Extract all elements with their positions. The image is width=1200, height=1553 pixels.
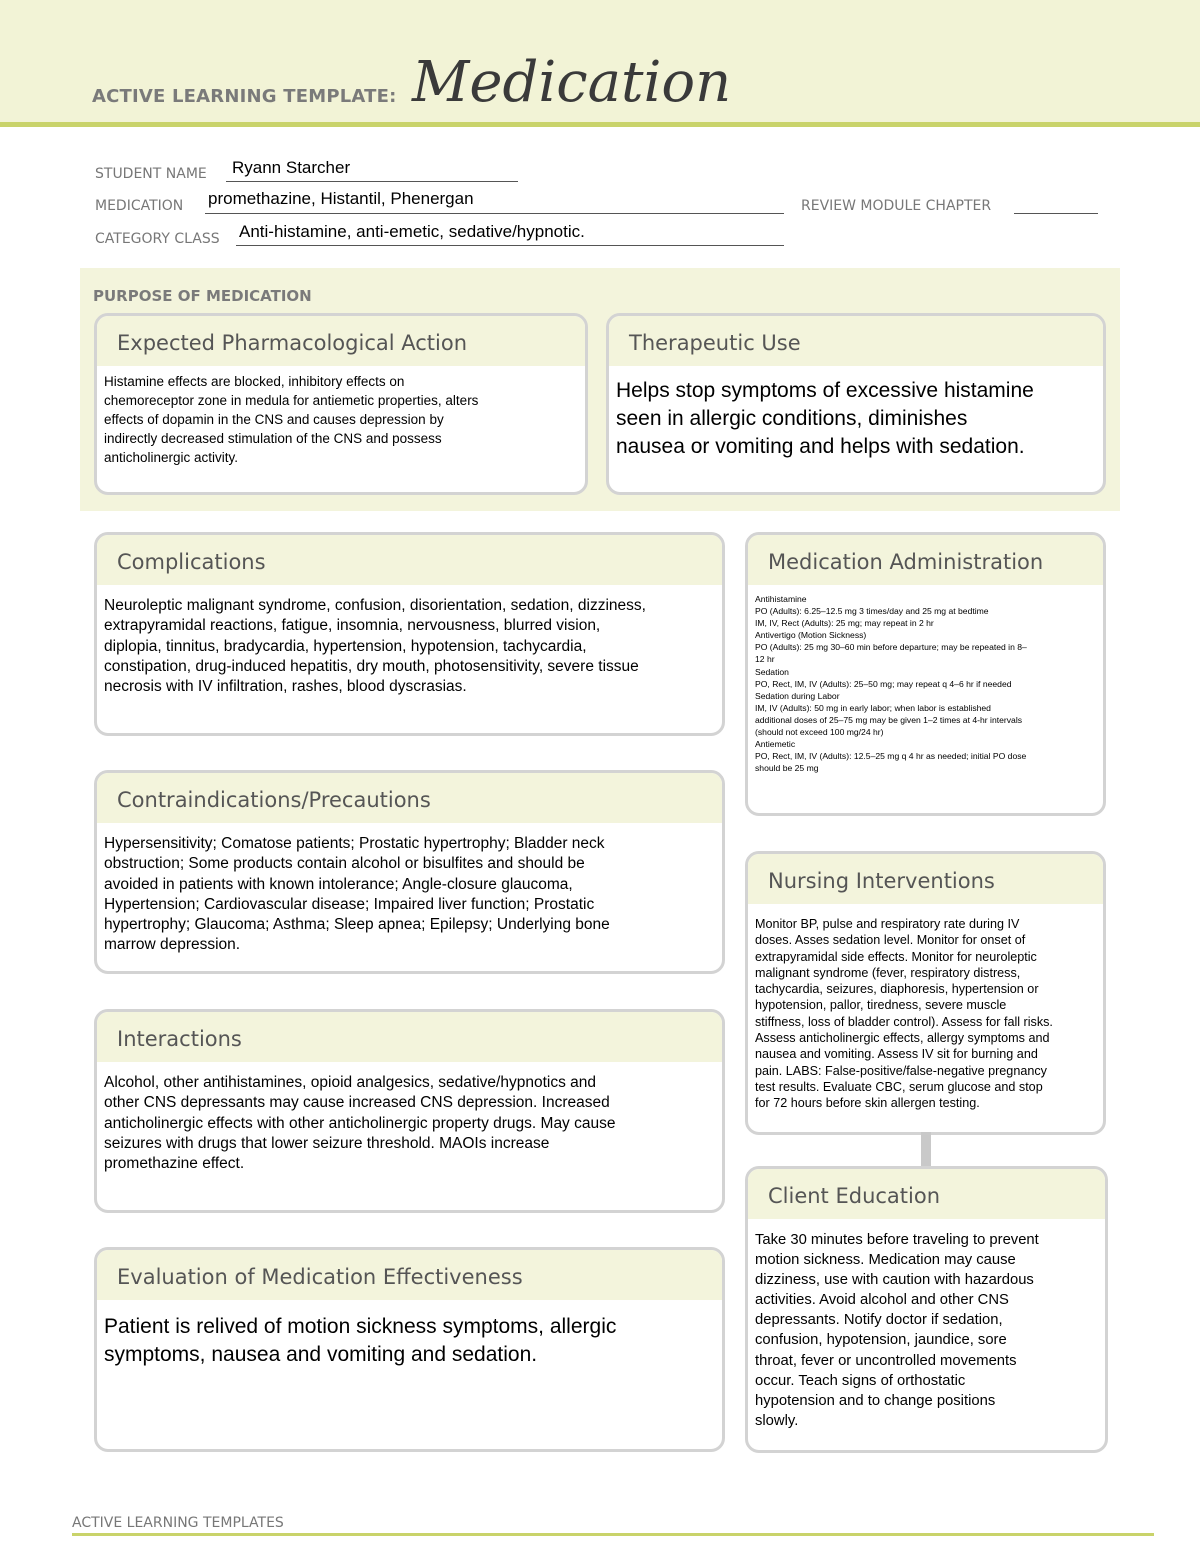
complications-title: Complications bbox=[97, 535, 722, 585]
text-line: chemoreceptor zone in medula for antiemetic properties, alters bbox=[104, 393, 479, 408]
text-line: Neuroleptic malignant syndrome, confusion, disorientation, sedation, dizziness, bbox=[104, 597, 646, 614]
contraindications-title: Contraindications/Precautions bbox=[97, 773, 722, 823]
text-line: avoided in patients with known intolerance; Angle-closure glaucoma, bbox=[104, 875, 573, 893]
nursing-interventions-title: Nursing Interventions bbox=[748, 854, 1103, 904]
medication-line bbox=[205, 213, 784, 214]
text-line: PO, Rect, IM, IV (Adults): 12.5–25 mg q 4 hr as needed; initial PO dose bbox=[755, 751, 1027, 762]
template-title: Medication bbox=[412, 50, 732, 115]
text-line: test results. Evaluate CBC, serum glucose and stop bbox=[755, 1079, 1043, 1094]
text-line: Hypersensitivity; Comatose patients; Prostatic hypertrophy; Bladder neck bbox=[104, 835, 605, 852]
text-line: seen in allergic conditions, diminishes bbox=[616, 407, 968, 430]
evaluation-title: Evaluation of Medication Effectiveness bbox=[97, 1250, 722, 1300]
interactions-title: Interactions bbox=[97, 1012, 722, 1062]
header-rule bbox=[0, 122, 1200, 127]
medication-label: MEDICATION bbox=[95, 198, 184, 214]
evaluation-box bbox=[94, 1247, 725, 1452]
text-line: diplopia, tinnitus, bradycardia, hypertension, hypotension, tachycardia, bbox=[104, 637, 587, 655]
text-line: confusion, hypotension, jaundice, sore bbox=[755, 1332, 1007, 1349]
text-line: 12 hr bbox=[755, 654, 775, 665]
text-line: additional doses of 25–75 mg may be given 1–2 times at 4-hr intervals bbox=[755, 714, 1023, 725]
text-line: constipation, drug-induced hepatitis, dry mouth, photosensitivity, severe tissue bbox=[104, 657, 639, 675]
text-line: nausea and vomiting. Assess IV sit for burning and bbox=[755, 1047, 1038, 1062]
text-line: seizures with drugs that lower seizure threshold. MAOIs increase bbox=[104, 1134, 550, 1152]
text-line: Antihistamine bbox=[755, 594, 807, 604]
text-line: should be 25 mg bbox=[755, 763, 819, 774]
text-line: promethazine effect. bbox=[104, 1155, 245, 1173]
interactions-body bbox=[97, 1062, 722, 1174]
text-line: hypotension, pallor, tiredness, severe muscle bbox=[755, 998, 1007, 1013]
text-line: PO (Adults): 25 mg 30–60 min before departure; may be repeated in 8– bbox=[755, 642, 1027, 653]
nursing-interventions-box bbox=[745, 851, 1106, 1135]
footer-label: ACTIVE LEARNING TEMPLATES bbox=[72, 1515, 284, 1531]
text-line: obstruction; Some products contain alcohol or bisulfites and should be bbox=[104, 855, 585, 873]
student-name-line bbox=[226, 181, 518, 182]
interactions-box bbox=[94, 1009, 725, 1213]
text-line: hypotension and to change positions bbox=[755, 1392, 996, 1409]
medication-value[interactable]: promethazine, Histantil, Phenergan bbox=[208, 189, 474, 208]
medication-administration-body bbox=[748, 585, 1103, 774]
complications-box bbox=[94, 532, 725, 736]
text-line: occur. Teach signs of orthostatic bbox=[755, 1372, 966, 1389]
text-line: Sedation bbox=[755, 666, 789, 677]
footer-rule bbox=[72, 1533, 1154, 1536]
client-education-body bbox=[748, 1219, 1105, 1431]
evaluation-body bbox=[97, 1300, 722, 1369]
therapeutic-use-box bbox=[606, 313, 1106, 495]
text-line: Sedation during Labor bbox=[755, 690, 840, 701]
text-line: anticholinergic effects with other anticholinergic property drugs. May cause bbox=[104, 1114, 616, 1132]
text-line: Antivertigo (Motion Sickness) bbox=[755, 630, 867, 641]
text-line: Take 30 minutes before traveling to prevent bbox=[755, 1232, 1039, 1248]
text-line: pain. LABS: False-positive/false-negative pregnancy bbox=[755, 1063, 1047, 1078]
review-module-line[interactable] bbox=[1014, 213, 1098, 214]
contraindications-box bbox=[94, 770, 725, 974]
student-name-value[interactable]: Ryann Starcher bbox=[232, 158, 351, 177]
text-line: motion sickness. Medication may cause bbox=[755, 1252, 1016, 1269]
category-class-label: CATEGORY CLASS bbox=[95, 231, 220, 247]
text-line: extrapyramidal reactions, fatigue, insomnia, nervousness, blurred vision, bbox=[104, 617, 601, 635]
text-line: extrapyramidal side effects. Monitor for neuroleptic bbox=[755, 949, 1037, 964]
text-line: dizziness, use with caution with hazardous bbox=[755, 1272, 1034, 1289]
expected-action-box bbox=[94, 313, 588, 495]
therapeutic-use-title: Therapeutic Use bbox=[609, 316, 1103, 366]
text-line: doses. Asses sedation level. Monitor for onset of bbox=[755, 933, 1026, 948]
text-line: slowly. bbox=[755, 1412, 799, 1429]
text-line: hypertrophy; Glaucoma; Asthma; Sleep apnea; Epilepsy; Underlying bone bbox=[104, 916, 610, 934]
text-line: Antiemetic bbox=[755, 739, 796, 750]
medication-administration-title: Medication Administration bbox=[748, 535, 1103, 585]
text-line: nausea or vomiting and helps with sedation. bbox=[616, 435, 1025, 458]
text-line: IM, IV, Rect (Adults): 25 mg; may repeat in 2 hr bbox=[755, 618, 934, 629]
text-line: (should not exceed 100 mg/24 hr) bbox=[755, 727, 884, 738]
text-line: malignant syndrome (fever, respiratory distress, bbox=[755, 965, 1021, 980]
purpose-label: PURPOSE OF MEDICATION bbox=[93, 287, 312, 305]
text-line: for 72 hours before skin allergen testing. bbox=[755, 1096, 980, 1111]
text-line: necrosis with IV infiltration, rashes, blood dyscrasias. bbox=[104, 678, 467, 696]
nursing-interventions-body bbox=[748, 904, 1103, 1112]
text-line: anticholinergic activity. bbox=[104, 450, 239, 465]
text-line: Helps stop symptoms of excessive histamine bbox=[616, 379, 1034, 402]
contraindications-body bbox=[97, 823, 722, 956]
category-class-line bbox=[236, 245, 784, 246]
text-line: Patient is relived of motion sickness symptoms, allergic bbox=[104, 1315, 617, 1338]
text-line: PO, Rect, IM, IV (Adults): 25–50 mg; may repeat q 4–6 hr if needed bbox=[755, 678, 1012, 689]
text-line: activities. Avoid alcohol and other CNS bbox=[755, 1292, 1009, 1309]
text-line: other CNS depressants may cause increased CNS depression. Increased bbox=[104, 1094, 610, 1112]
review-module-label: REVIEW MODULE CHAPTER bbox=[801, 198, 992, 214]
text-line: Hypertension; Cardiovascular disease; Impaired liver function; Prostatic bbox=[104, 895, 595, 913]
text-line: indirectly decreased stimulation of the CNS and possess bbox=[104, 431, 442, 446]
complications-body bbox=[97, 585, 722, 697]
text-line: PO (Adults): 6.25–12.5 mg 3 times/day and 25 mg at bedtime bbox=[755, 606, 989, 617]
text-line: Assess anticholinergic effects, allergy symptoms and bbox=[755, 1031, 1050, 1046]
text-line: Alcohol, other antihistamines, opioid analgesics, sedative/hypnotics and bbox=[104, 1074, 596, 1091]
student-name-label: STUDENT NAME bbox=[95, 166, 207, 182]
text-line: IM, IV (Adults): 50 mg in early labor; when labor is established bbox=[755, 702, 991, 713]
category-class-value[interactable]: Anti-histamine, anti-emetic, sedative/hypnotic. bbox=[239, 222, 585, 241]
text-line: throat, fever or uncontrolled movements bbox=[755, 1352, 1017, 1369]
template-label: ACTIVE LEARNING TEMPLATE: bbox=[92, 86, 397, 107]
text-line: effects of dopamin in the CNS and causes depression by bbox=[104, 412, 444, 427]
text-line: tachycardia, seizures, diaphoresis, hypertension or bbox=[755, 982, 1039, 997]
medication-administration-box bbox=[745, 532, 1106, 816]
text-line: Monitor BP, pulse and respiratory rate during IV bbox=[755, 917, 1020, 931]
expected-action-body bbox=[97, 366, 585, 467]
client-education-title: Client Education bbox=[748, 1169, 1105, 1219]
text-line: stiffness, loss of bladder control). Assess for fall risks. bbox=[755, 1014, 1053, 1029]
text-line: Histamine effects are blocked, inhibitory effects on bbox=[104, 374, 405, 389]
text-line: depressants. Notify doctor if sedation, bbox=[755, 1312, 1003, 1329]
therapeutic-use-body bbox=[609, 366, 1103, 461]
text-line: symptoms, nausea and vomiting and sedation. bbox=[104, 1343, 538, 1366]
text-line: marrow depression. bbox=[104, 936, 241, 954]
box-connector bbox=[921, 1132, 931, 1166]
client-education-box bbox=[745, 1166, 1108, 1453]
expected-action-title: Expected Pharmacological Action bbox=[97, 316, 585, 366]
